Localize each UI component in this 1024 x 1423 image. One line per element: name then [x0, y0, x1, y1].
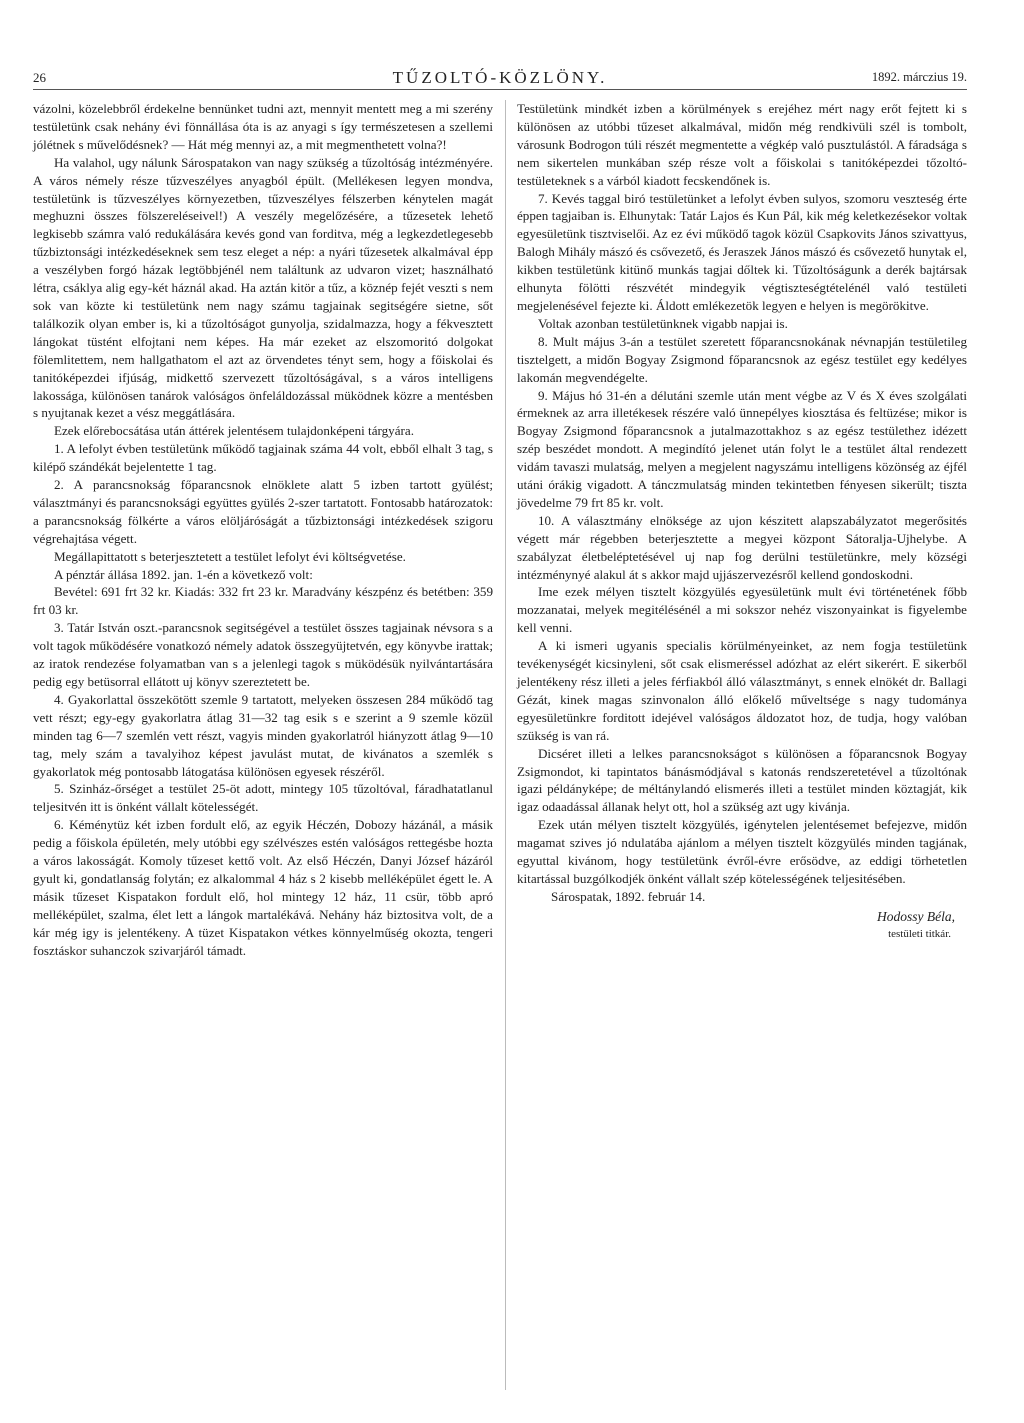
paragraph: Dicséret illeti a lelkes parancsnokságot s különösen a főparancsnok Bogyay Zsigmondot, ki tapintatos bánásmódjával s katonás rendszeretetével a tűzoltónak igazi példányképe; de méltánylandó elismerés illeti a testület minden köztagját, kik igaz odaadással állanak helyt ott, hol a szükség azt ugy kivánja.	[517, 745, 967, 815]
paragraph: A ki ismeri ugyanis specialis körülményeinket, az nem fogja testületünk tevékenységét kicsinyleni, sőt csak elismeréssel adózhat az elért sikerért. E sikerből jelentékeny rész illeti a jeles férfiakból álló választmányt, s ennek elnökét dr. Ballagi Gézát, kinek magas szinvonalon álló előkelő műveltsége s nagy tudománya egyesületünkre forditott idejével valóságos áldozatot hoz, de tudja, hogy valóban szükség is van rá.	[517, 638, 967, 743]
paragraph: Ezek után mélyen tisztelt közgyülés, igénytelen jelentésemet befejezve, midőn magamat szives jó ndulatába ajánlom a mélyen tisztelt közgyülés minden tagjának, egyuttal kivánom, hogy testületünk évről-évre erősödve, az eddigi törhetetlen kitartással buzgólkodjék önként vállalt szép kötelességének teljesitésében.	[517, 817, 967, 886]
page-number: 26	[33, 70, 46, 85]
issue-date: 1892. márczius 19.	[871, 70, 967, 84]
paragraph: Megállapittatott s beterjesztetett a testület lefolyt évi költségvetése.	[53, 548, 406, 564]
paragraph: vázolni, közelebbről érdekelne bennünket tudni azt, mennyit mentett meg a mi szerény testületünk csak nehány évi fönnállása óta is az anyagi s így természetesen a szellemi jólétnek s művelődésnek? — Hát még mennyi az, a mit megmenthetett volna?!	[33, 101, 493, 152]
newspaper-page	[33, 68, 967, 1398]
paragraph: Ezek előrebocsátása után áttérek jelentésem tulajdonképeni tárgyára.	[53, 423, 414, 439]
paragraph: 8. Mult május 3-án a testület szeretett főparancsnokának névnapján testületileg tisztelgett, a midőn Bogyay Zsigmond főparancsnok az egész testület egy kedélyes lakomán megvendégelte.	[517, 333, 967, 385]
paragraph: 4. Gyakorlattal összekötött szemle 9 tartatott, melyeken összesen 284 működő tag vett részt; egy-egy gyakorlatra átlag 31—32 tag esik s e szerint a 9 szemle közül minden tag 6—7 szemlén vett részt, vagyis minden gyakorlatról hiányzott átlag 9—10 tag, mely szám a tavalyihoz képest javulást mutat, de kivánatos a szemlék s gyakorlatok még pontosabb látogatása különösen egyesek részéről.	[33, 691, 493, 779]
text-columns	[33, 100, 967, 960]
paragraph: 7. Kevés taggal biró testületünket a lefolyt évben sulyos, szomoru veszteség érte éppen tagjaiban is. Elhunytak: Tatár Lajos és Kun Pál, kik még keletkezésekor voltak egyesületünk tisztviselői. Az ez évi működő tagok közül Csapkovits János szivattyus, Balogh Mihály mászó és csővezető, és Jeraszek János mászó és csővezető hunytak el, kikben testületünk kitünő munkás tagjai dőltek ki. Tűzoltóságunk a derék bajtársak elhunyta fölötti részvétét mindegyik végtiszteségtételénél való testületi megjelenésével fejezte ki. Áldott emlékezetök legyen e helyen is megörökitve.	[517, 190, 967, 313]
left-column	[33, 100, 493, 960]
paragraph: 6. Kéménytüz két izben fordult elő, az egyik Héczén, Dobozy házánál, a másik pedig a főiskola épületén, mely utóbbi egy szélvészes estén valóságos rettegésbe hozta a város lakosságát. Komoly tűzeset kettő volt. Az első Héczén, Danyi József házáról gyult ki, gondatlanság folytán; ez alkalommal 4 ház s 2 kisebb melléképület égett le. A másik tűzeset Kispatakon fordult elő, hol mintegy 12 ház, 11 csür, több apró melléképület, szalma, élet lett a lángok martalékává. Nehány ház biztositva volt, de a kár még igy is jelentékeny. A tüzet Kispatakon vétkes könnyelműség okozta, tengeri fosztáskor suhanczok szivarjáról támadt.	[33, 817, 493, 958]
paragraph: 10. A választmány elnöksége az ujon készitett alapszabályzatot megerősités végett már régebben beterjesztette a megyei központ Sátoralja-Ujhelybe. A szabályzat életbeléptetésével uj nap fog derülni testületünkre, mely községi intézménynyé alakul át s akkor majd ujjászervezésről kellend gondoskodni.	[517, 512, 967, 582]
paragraph: Ha valahol, ugy nálunk Sárospatakon van nagy szükség a tűzoltóság intézményére. A város némely része tűzveszélyes anyagból épült. (Mellékesen legyen mondva, testületünk is tűzveszélyes környezetben, tűzveszélyes félszerben kénytelen magát meghuzni összes fölszereléseivel!) A veszély megelőzésére, a tűzesetek lehető legkisebb számra való redukálására kevés gond van forditva, még a legkezdetlegesebb tűzbiztonsági intézkedéseknek sem tesz eleget a nép: a nyári tűzesetek alkalmával épp a veszélyben forgó házak legtöbbjénél nem találtunk az udvaron vizet; használható létra, csáklya alig egy-két háznál akad. Ha aztán kitör a tűz, a köznép fejét veszti s nem sok van közte ki testületünk nem nagy számu tagjainak segitségére sietne, sőt találkozik olyan ember is, ki a tűzoltóságot gunyolja, szidalmazza, hogy a fékvesztett lángokat tüstént elfojtani nem képes. Ha már ezeket az elszomoritó dolgokat fölemlitettem, nem hallgathatom el azt az örvendetes tényt sem, hogy a főiskolai és tanitóképezdei ifjúság, midkettő szervezett tűzoltóságával, s a város intelligens lakossága, különösen tanárok valóságos önfeláldozással müködnek közre a mentésben s nyujtanak kezet a vész meggátlására.	[33, 154, 493, 421]
paragraph: 2. A parancsnokság főparancsnok elnöklete alatt 5 izben tartott gyülést; választmányi és parancsnoksági együttes gyülés 2-szer tartatott. Fontosabb határozatok: a parancsnokság fölkérte a város elöljáróságát a tűzbiztonsági intézkedések szigoru végrehajtása végett.	[33, 477, 493, 546]
right-column	[517, 100, 967, 960]
place-date: Sárospatak, 1892. február 14.	[551, 888, 706, 904]
paragraph: 3. Tatár István oszt.-parancsnok segitségével a testület összes tagjainak névsora s a volt tagok működésére vonatkozó némely adatok összegyüjtetvén, egy könyvbe irattak; az iratok rendezése folyamatban van s a jelenlegi tagok s müködésük nyilvántartására pedig egy betüsorral ellátott uj könyv szereztetett be.	[33, 620, 493, 689]
paragraph: 1. A lefolyt évben testületünk működő tagjainak száma 44 volt, ebből elhalt 3 tag, s kilépő szándékát bejelentette 1 tag.	[33, 441, 493, 475]
paragraph: Ime ezek mélyen tisztelt közgyülés egyesületünk mult évi történetének főbb mozzanatai, melyek megitélésénél a mi sokszor nehéz viszonyainkat is figyelembe kell venni.	[517, 584, 967, 636]
column-divider	[505, 100, 506, 1390]
paragraph: Bevétel: 691 frt 32 kr. Kiadás: 332 frt 23 kr. Maradvány készpénz és betétben: 359 frt 03 kr.	[33, 584, 493, 618]
paragraph: Voltak azonban testületünknek vigabb napjai is.	[537, 315, 788, 331]
paragraph: Testületünk mindkét izben a körülmények s erejéhez mért nagy erőt fejtett ki s különösen az utóbbi tűzeset alkalmával, midőn még rendkivüli szél is tombolt, városunk Bodrogon túli részét megmentette a végkép való pusztulástól. A fáradsága s nem sikertelen munkában szép része volt a főiskolai s tanitóképezdei tőzoltó-testületeknek s a várból kiadott fecskendőnek is.	[517, 101, 967, 188]
signature: Hodossy Béla,	[877, 908, 955, 924]
page-header	[33, 68, 967, 88]
header-rule	[33, 89, 967, 90]
paragraph: 5. Szinház-őrséget a testület 25-öt adott, mintegy 105 tűzoltóval, fáradhatatlanul teljesitvén itt is önként vállalt kötelességét.	[33, 781, 493, 815]
paragraph: A pénztár állása 1892. jan. 1-én a következő volt:	[53, 566, 313, 582]
signature-role: testületi titkár.	[888, 927, 951, 940]
journal-title: TŰZOLTÓ-KÖZLÖNY.	[392, 68, 608, 87]
paragraph: 9. Május hó 31-én a délutáni szemle után ment végbe az V és X éves szolgálati érmeknek az arra illetékesek részére való ünnepélyes kiosztása és feltüzése; mikor is Bogyay Zsigmond főparancsnok a jutalmazottakhoz s az egész testülethez idézett szép beszédet mondott. A megindító jelenet után folyt le a testület által rendezett vidám tavaszi mulatság, melyen a megjelent nagyszámu intelligens közönség az éjfél utáni órákig vigadott. A tánczmulatság minden tekintetben fényesen sikerült; tiszta jövedelme 79 frt 85 kr. volt.	[517, 387, 967, 510]
